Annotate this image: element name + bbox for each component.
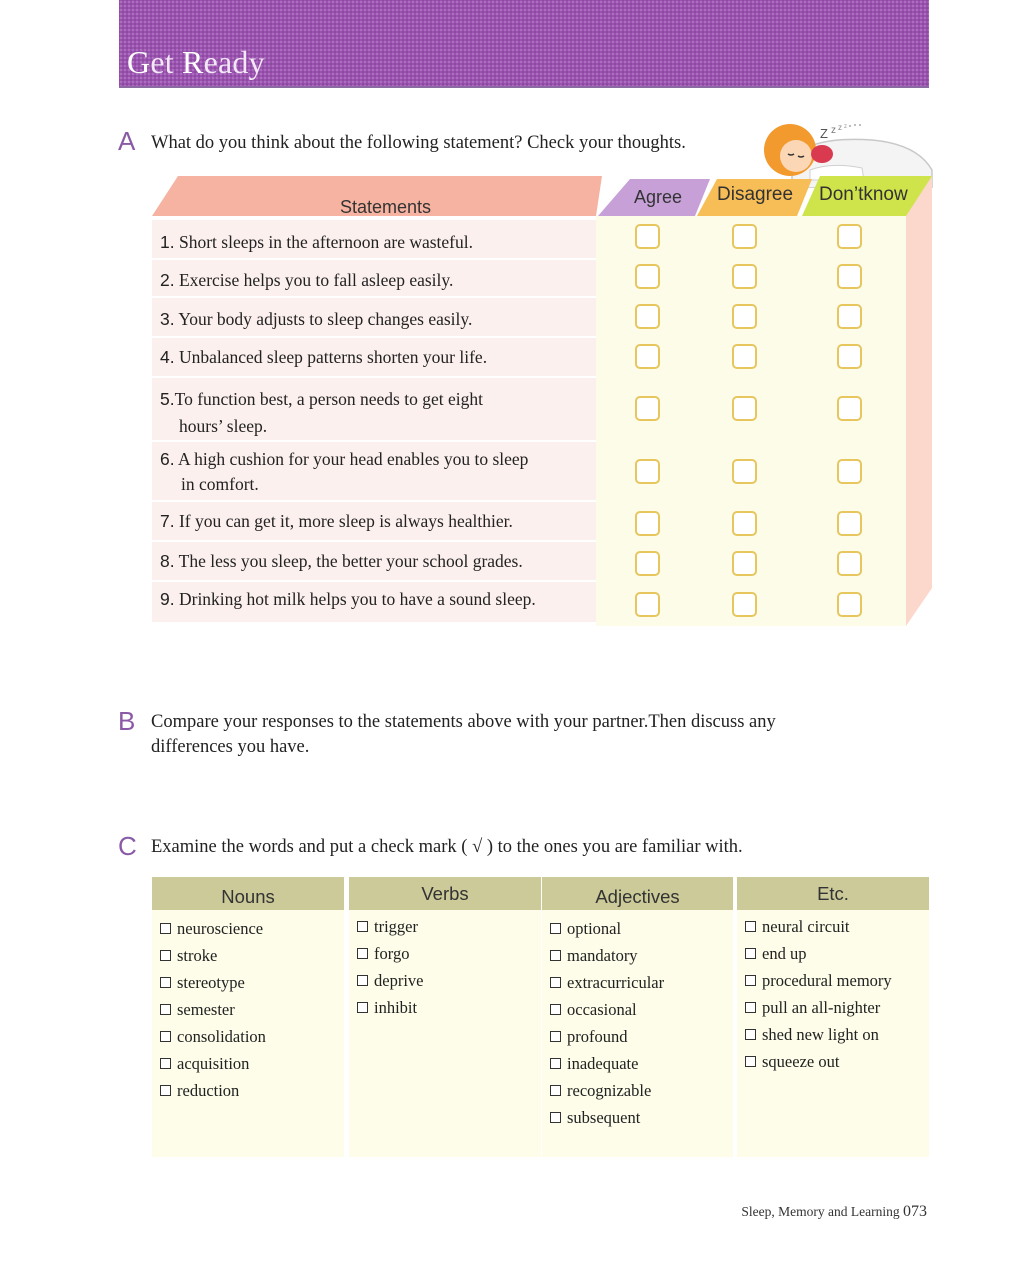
- vocab-word: subsequent: [567, 1108, 641, 1127]
- section-b-letter: B: [118, 706, 136, 736]
- statement-number: 1.: [160, 232, 175, 252]
- agree-checkbox[interactable]: [635, 511, 660, 536]
- title-rest-1: et: [150, 44, 183, 80]
- vocab-checkbox[interactable]: [550, 950, 561, 961]
- vocab-column-nouns: [152, 877, 344, 1157]
- vocab-list: [737, 910, 929, 1075]
- vocab-checkbox[interactable]: [550, 923, 561, 934]
- vocab-word: optional: [567, 919, 622, 938]
- vocab-list: [349, 910, 541, 1021]
- title-rest-2: eady: [203, 44, 265, 80]
- vocab-word: occasional: [567, 1000, 637, 1019]
- vocab-word: forgo: [374, 944, 410, 963]
- vocab-word: deprive: [374, 971, 424, 990]
- vocab-checkbox[interactable]: [745, 1002, 756, 1013]
- statement-number: 2.: [160, 270, 175, 290]
- page-title: [127, 44, 265, 81]
- agree-checkbox[interactable]: [635, 264, 660, 289]
- vocab-heading: Etc.: [737, 877, 929, 910]
- statement-number: 9.: [160, 589, 175, 609]
- statement-text: To function best, a person needs to get eight: [174, 389, 483, 409]
- statement-text: Unbalanced sleep patterns shorten your life.: [174, 347, 488, 367]
- vocab-word: squeeze out: [762, 1052, 840, 1071]
- vocab-column-verbs: [349, 877, 541, 1157]
- vocab-column-etc: [737, 877, 929, 1157]
- vocab-item[interactable]: [550, 942, 733, 969]
- statement-row: [152, 298, 596, 338]
- section-a-prompt: What do you think about the following statement? Check your thoughts.: [151, 133, 686, 153]
- vocab-list: [542, 910, 733, 1131]
- statement-number: 7.: [160, 511, 175, 531]
- statement-text: If you can get it, more sleep is always healthier.: [174, 511, 513, 531]
- svg-text:z: z: [831, 125, 836, 136]
- vocab-word: recognizable: [567, 1081, 652, 1100]
- vocab-item[interactable]: [550, 1023, 733, 1050]
- vocab-checkbox[interactable]: [550, 1085, 561, 1096]
- svg-text:Z: Z: [820, 126, 828, 141]
- dont-know-checkbox[interactable]: [837, 264, 862, 289]
- disagree-checkbox[interactable]: [732, 264, 757, 289]
- dont-know-checkbox[interactable]: [837, 396, 862, 421]
- vocab-checkbox[interactable]: [357, 948, 368, 959]
- vocab-heading: Nouns: [152, 877, 344, 910]
- agree-checkbox[interactable]: [635, 551, 660, 576]
- statement-row: [152, 442, 596, 502]
- vocab-item[interactable]: [160, 969, 344, 996]
- vocab-item[interactable]: [550, 969, 733, 996]
- statement-number: 5.: [160, 389, 175, 409]
- statement-text: Drinking hot milk helps you to have a sound sleep.: [174, 589, 536, 609]
- page-number: 073: [903, 1203, 927, 1220]
- vocab-checkbox[interactable]: [160, 923, 171, 934]
- dont-know-checkbox[interactable]: [837, 551, 862, 576]
- vocab-checkbox[interactable]: [745, 1056, 756, 1067]
- dont-know-checkbox[interactable]: [837, 304, 862, 329]
- vocab-word: reduction: [177, 1081, 240, 1100]
- vocab-checkbox[interactable]: [745, 1029, 756, 1040]
- dont-know-checkbox[interactable]: [837, 511, 862, 536]
- statement-number: 8.: [160, 551, 175, 571]
- dont-know-checkbox[interactable]: [837, 344, 862, 369]
- statement-row: [152, 378, 596, 442]
- vocab-heading: Verbs: [349, 877, 541, 910]
- vocab-checkbox[interactable]: [357, 1002, 368, 1013]
- statement-text: Your body adjusts to sleep changes easily.: [174, 309, 473, 329]
- vocab-checkbox[interactable]: [160, 950, 171, 961]
- section-b-prompt: [151, 710, 776, 760]
- statement-text: Short sleeps in the afternoon are wasteful.: [174, 232, 473, 252]
- vocab-word: pull an all-nighter: [762, 998, 881, 1017]
- statement-row: [152, 502, 596, 542]
- statement-text-line2: hours’ sleep.: [179, 416, 268, 436]
- vocab-checkbox[interactable]: [160, 1058, 171, 1069]
- statement-row: [152, 582, 596, 624]
- disagree-checkbox[interactable]: [732, 304, 757, 329]
- section-c-prompt: Examine the words and put a check mark ( √ ) to the ones you are familiar with.: [151, 837, 743, 857]
- vocab-word: stereotype: [177, 973, 245, 992]
- vocab-item[interactable]: [550, 1104, 733, 1131]
- vocab-word: profound: [567, 1027, 628, 1046]
- vocab-item[interactable]: [357, 967, 541, 994]
- disagree-checkbox[interactable]: [732, 551, 757, 576]
- statement-text: Exercise helps you to fall asleep easily.: [174, 270, 454, 290]
- statement-text: The less you sleep, the better your school grades.: [174, 551, 523, 571]
- title-cap-r: R: [182, 44, 204, 80]
- vocab-word: neuroscience: [177, 919, 264, 938]
- vocab-word: inhibit: [374, 998, 418, 1017]
- statement-row: [152, 338, 596, 378]
- agree-checkbox[interactable]: [635, 344, 660, 369]
- vocab-item[interactable]: [550, 1077, 733, 1104]
- column-disagree: Disagree: [717, 184, 794, 205]
- disagree-checkbox[interactable]: [732, 459, 757, 484]
- vocab-item[interactable]: [745, 1021, 929, 1048]
- column-dont-know: Don’tknow: [819, 184, 908, 205]
- section-c-letter: C: [118, 831, 137, 861]
- vocab-item[interactable]: [160, 1023, 344, 1050]
- vocab-heading: Adjectives: [542, 877, 733, 910]
- vocab-item[interactable]: [550, 915, 733, 942]
- vocab-item[interactable]: [745, 994, 929, 1021]
- vocab-item[interactable]: [160, 996, 344, 1023]
- page-footer: [741, 1203, 927, 1221]
- section-b-prompt-line1: Compare your responses to the statements above with your partner.Then discuss any: [151, 712, 776, 732]
- column-statements: Statements: [340, 197, 432, 217]
- agree-checkbox[interactable]: [635, 304, 660, 329]
- dont-know-checkbox[interactable]: [837, 592, 862, 617]
- svg-text:z: z: [844, 124, 847, 130]
- vocab-checkbox[interactable]: [160, 1004, 171, 1015]
- vocab-word: semester: [177, 1000, 235, 1019]
- vocab-item[interactable]: [160, 1050, 344, 1077]
- header-banner: [119, 0, 929, 88]
- vocab-checkbox[interactable]: [745, 948, 756, 959]
- vocab-checkbox[interactable]: [160, 977, 171, 988]
- agree-checkbox[interactable]: [635, 592, 660, 617]
- vocab-list: [152, 910, 344, 1104]
- vocab-word: stroke: [177, 946, 218, 965]
- vocab-checkbox[interactable]: [550, 1031, 561, 1042]
- vocab-item[interactable]: [357, 994, 541, 1021]
- column-agree: Agree: [634, 187, 683, 207]
- vocab-item[interactable]: [745, 967, 929, 994]
- vocab-checkbox[interactable]: [550, 1004, 561, 1015]
- vocab-checkbox[interactable]: [160, 1085, 171, 1096]
- vocab-word: end up: [762, 944, 807, 963]
- section-a-letter: A: [118, 126, 136, 156]
- vocab-word: trigger: [374, 917, 418, 936]
- statement-number: 6.: [160, 449, 175, 469]
- statement-row: [152, 220, 596, 260]
- disagree-checkbox[interactable]: [732, 344, 757, 369]
- vocab-checkbox[interactable]: [550, 1112, 561, 1123]
- vocab-item[interactable]: [160, 915, 344, 942]
- vocab-item[interactable]: [550, 996, 733, 1023]
- statement-row: [152, 542, 596, 582]
- vocab-word: neural circuit: [762, 917, 850, 936]
- section-b-prompt-line2: differences you have.: [151, 737, 310, 757]
- vocab-word: shed new light on: [762, 1025, 879, 1044]
- vocab-checkbox[interactable]: [357, 975, 368, 986]
- statement-text-line2: in comfort.: [181, 474, 259, 494]
- vocab-word: mandatory: [567, 946, 638, 965]
- disagree-checkbox[interactable]: [732, 224, 757, 249]
- disagree-checkbox[interactable]: [732, 511, 757, 536]
- agree-checkbox[interactable]: [635, 459, 660, 484]
- vocab-item[interactable]: [745, 1048, 929, 1075]
- vocab-word: extracurricular: [567, 973, 665, 992]
- vocab-column-adjectives: [542, 877, 733, 1157]
- vocab-checkbox[interactable]: [160, 1031, 171, 1042]
- disagree-checkbox[interactable]: [732, 592, 757, 617]
- agree-checkbox[interactable]: [635, 224, 660, 249]
- vocab-checkbox[interactable]: [357, 921, 368, 932]
- vocab-checkbox[interactable]: [550, 1058, 561, 1069]
- vocab-item[interactable]: [160, 942, 344, 969]
- vocab-checkbox[interactable]: [745, 921, 756, 932]
- vocab-item[interactable]: [357, 940, 541, 967]
- vocab-checkbox[interactable]: [550, 977, 561, 988]
- vocab-checkbox[interactable]: [745, 975, 756, 986]
- vocabulary-table: [152, 877, 929, 1157]
- vocab-item[interactable]: [550, 1050, 733, 1077]
- svg-text:z: z: [838, 123, 842, 132]
- vocab-word: acquisition: [177, 1054, 250, 1073]
- vocab-item[interactable]: [745, 940, 929, 967]
- footer-book-title: Sleep, Memory and Learning: [741, 1204, 900, 1219]
- statement-row: [152, 260, 596, 298]
- dont-know-checkbox[interactable]: [837, 459, 862, 484]
- vocab-item[interactable]: [160, 1077, 344, 1104]
- dont-know-checkbox[interactable]: [837, 224, 862, 249]
- statement-survey-table: [152, 176, 934, 628]
- vocab-word: procedural memory: [762, 971, 892, 990]
- vocab-word: consolidation: [177, 1027, 266, 1046]
- vocab-item[interactable]: [357, 913, 541, 940]
- disagree-checkbox[interactable]: [732, 396, 757, 421]
- vocab-item[interactable]: [745, 913, 929, 940]
- agree-checkbox[interactable]: [635, 396, 660, 421]
- statement-number: 4.: [160, 347, 175, 367]
- title-cap-g: G: [127, 44, 151, 80]
- vocab-word: inadequate: [567, 1054, 639, 1073]
- statement-number: 3.: [160, 309, 175, 329]
- statement-text: A high cushion for your head enables you to sleep: [174, 449, 529, 469]
